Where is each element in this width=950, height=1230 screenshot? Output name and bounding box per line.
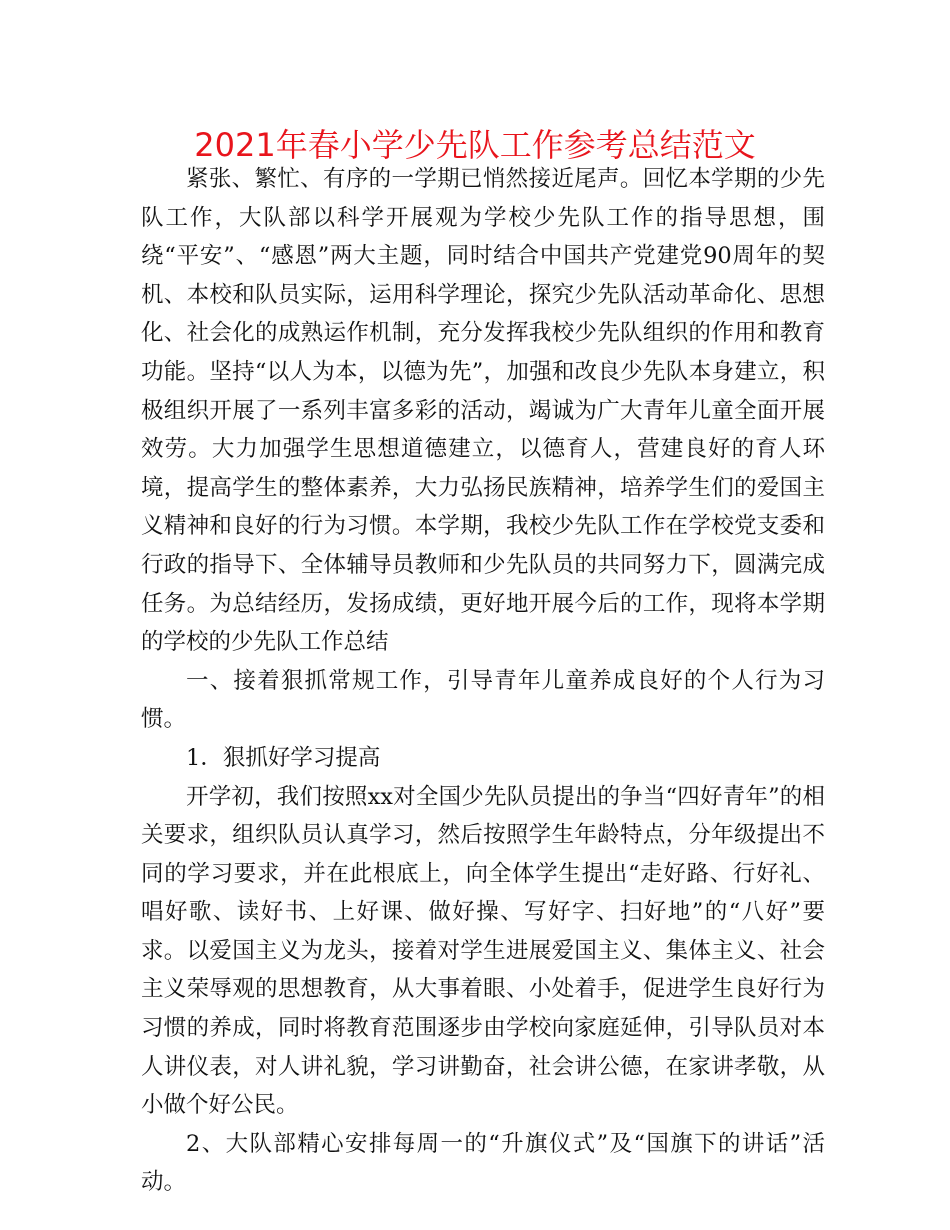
paragraph-subheading-1: 1．狠抓好学习提高 <box>186 744 381 771</box>
document-title: 2021年春小学少先队工作参考总结范文 <box>194 126 756 164</box>
paragraph-flag-ceremony: 2、大队部精心安排每周一的“升旗仪式”及“国旗下的讲话”活动。 <box>141 1130 825 1196</box>
paragraph-study-requirements: 开学初，我们按照xx对全国少先队员提出的争当“四好青年”的相关要求，组织队员认真学习，然后按照学生年龄特点，分年级提出不同的学习要求，并在此根底上，向全体学生提出“走好路、行好礼、唱好歌、读好书、上好课、做好操、写好字、扫好地”的“八好”要求。以爱国主义为龙头，接着对学生进展爱国主义、集体主义、社会主义荣辱观的思想教育，从大事着眼、小处着手，促进学生良好行为习惯的养成，同时将教育范围逐步由学校向家庭延伸，引导队员对本人讲仪表，对人讲礼貌，学习讲勤奋，社会讲公德，在家讲孝敬，从小做个好公民。 <box>141 783 825 1119</box>
document-body <box>141 160 825 1202</box>
paragraph-intro: 紧张、繁忙、有序的一学期已悄然接近尾声。回忆本学期的少先队工作，大队部以科学开展观为学校少先队工作的指导思想，围绕“平安”、“感恩”两大主题，同时结合中国共产党建党90周年的契机、本校和队员实际，运用科学理论，探究少先队活动革命化、思想化、社会化的成熟运作机制，充分发挥我校少先队组织的作用和教育功能。坚持“以人为本，以德为先”，加强和改良少先队本身建立，积极组织开展了一系列丰富多彩的活动，竭诚为广大青年儿童全面开展效劳。大力加强学生思想道德建立，以德育人，营建良好的育人环境，提高学生的整体素养，大力弘扬民族精神，培养学生们的爱国主义精神和良好的行为习惯。本学期，我校少先队工作在学校党支委和行政的指导下、全体辅导员教师和少先队员的共同努力下，圆满完成任务。为总结经历，发扬成绩，更好地开展今后的工作，现将本学期的学校的少先队工作总结 <box>141 166 825 656</box>
paragraph-section-1-heading: 一、接着狠抓常规工作，引导青年儿童养成良好的个人行为习惯。 <box>141 667 825 733</box>
